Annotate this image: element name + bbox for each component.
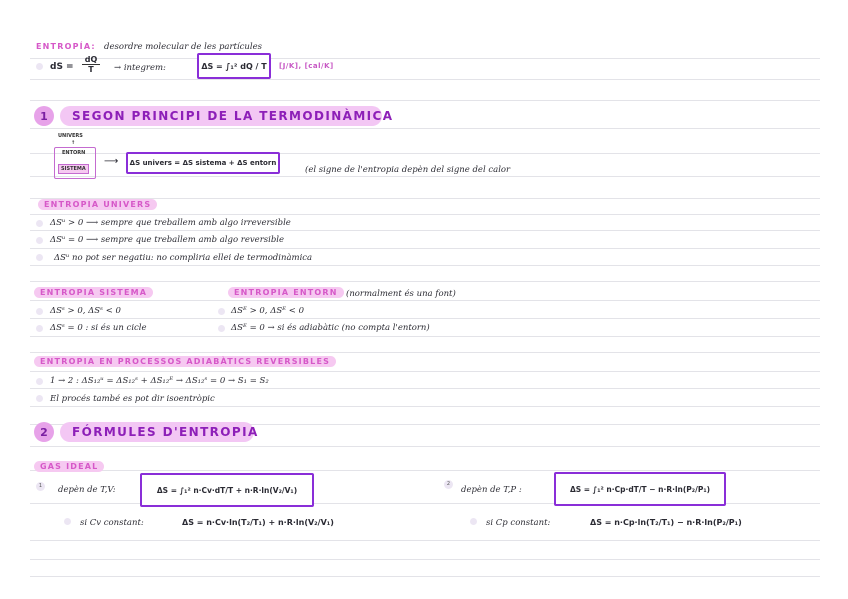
universe-entropy-box: ΔS univers = ΔS sistema + ΔS entorn	[126, 152, 280, 174]
section1-number: 1	[34, 106, 54, 126]
entropy-integral-box: ΔS = ∫₁² dQ / T	[197, 53, 271, 79]
adiabatics-item-1: 1 → 2 : ΔS₁₂ᵘ = ΔS₁₂ˢ + ΔS₁₂ᴱ → ΔS₁₂ˢ = 0 → S₁ = S₂	[50, 376, 269, 386]
bullet	[218, 308, 225, 315]
up-arrow-icon: ↑	[71, 140, 76, 146]
bullet	[36, 378, 43, 385]
bullet	[36, 308, 43, 315]
entropy-definition-text: desordre molecular de les partícules	[104, 42, 263, 52]
cp-constant-text: si Cp constant:	[486, 518, 551, 528]
gas-ideal-title: GAS IDEAL	[34, 462, 104, 471]
univers-item-2: ΔSᵘ = 0 ⟶ sempre que treballem amb algo reversible	[50, 235, 285, 245]
bullet	[36, 325, 43, 332]
univers-label: UNIVERS	[58, 133, 83, 139]
univers-item-1: ΔSᵘ > 0 ⟶ sempre que treballem amb algo irreversible	[50, 218, 291, 228]
section2-title: FÓRMULES D'ENTROPIA	[72, 425, 259, 439]
entorn-item-1: ΔSᴱ > 0, ΔSᴱ < 0	[231, 306, 305, 316]
adiabatics-item-2: El procés també es pot dir isoentròpic	[50, 394, 215, 404]
bullet	[36, 220, 43, 227]
bullet	[64, 518, 71, 525]
bullet	[36, 237, 43, 244]
entorn-item-2: ΔSᴱ = 0 → si és adiabàtic (no compta l'entorn)	[231, 323, 430, 333]
fraction-numerator: dQ	[82, 55, 100, 65]
bullet	[36, 395, 43, 402]
integrate-text: → integrem:	[114, 63, 166, 73]
depends-tv-text: depèn de T,V:	[58, 485, 116, 495]
cp-constant-formula: ΔS = n·Cp·ln(T₂/T₁) − n·R·ln(P₂/P₁)	[590, 518, 742, 527]
bullet	[218, 325, 225, 332]
dq-fraction	[82, 55, 100, 74]
entorn-label: ENTORN	[62, 150, 86, 156]
arrow-right-icon: ⟶	[104, 156, 119, 167]
entropy-tp-box: ΔS = ∫₁² n·Cp·dT/T − n·R·ln(P₂/P₁)	[554, 472, 726, 506]
sistema-item-1: ΔSˢ > 0, ΔSˢ < 0	[50, 306, 121, 316]
cv-constant-text: si Cv constant:	[80, 518, 144, 528]
index-bullet-1: 1	[36, 482, 45, 491]
sistema-label: SISTEMA	[58, 164, 89, 174]
entropy-tv-box: ΔS = ∫₁² n·Cv·dT/T + n·R·ln(V₂/V₁)	[140, 473, 314, 507]
sistema-item-2: ΔSˢ = 0 : si és un cicle	[50, 323, 147, 333]
entropy-sign-note: (el signe de l'entropia depèn del signe del calor	[305, 165, 511, 175]
fraction-denominator: T	[88, 65, 94, 74]
section1-title: SEGON PRINCIPI DE LA TERMODINÀMICA	[72, 109, 394, 123]
entropy-label: ENTROPÍA:	[36, 42, 96, 51]
entorn-note: (normalment és una font)	[346, 289, 456, 299]
adiabatics-title: ENTROPIA EN PROCESSOS ADIABÀTICS REVERSIBLES	[34, 357, 336, 366]
index-bullet-2: 2	[444, 480, 453, 489]
depends-tp-text: depèn de T,P :	[461, 485, 522, 495]
entropia-entorn-title: ENTROPIA ENTORN	[228, 288, 344, 297]
univers-item-3: ΔSᵘ no pot ser negatiu: no compliria ellei de termodinàmica	[54, 253, 313, 263]
bullet	[470, 518, 477, 525]
entropia-sistema-title: ENTROPIA SISTEMA	[34, 288, 153, 297]
bullet	[36, 254, 43, 261]
entropia-univers-title: ENTROPIA UNIVERS	[38, 200, 157, 209]
cv-constant-formula: ΔS = n·Cv·ln(T₂/T₁) + n·R·ln(V₂/V₁)	[182, 518, 334, 527]
section2-number: 2	[34, 422, 54, 442]
units-text: [J/K], [cal/K]	[279, 62, 334, 70]
bullet	[36, 63, 43, 70]
ds-lhs: dS =	[50, 62, 74, 72]
